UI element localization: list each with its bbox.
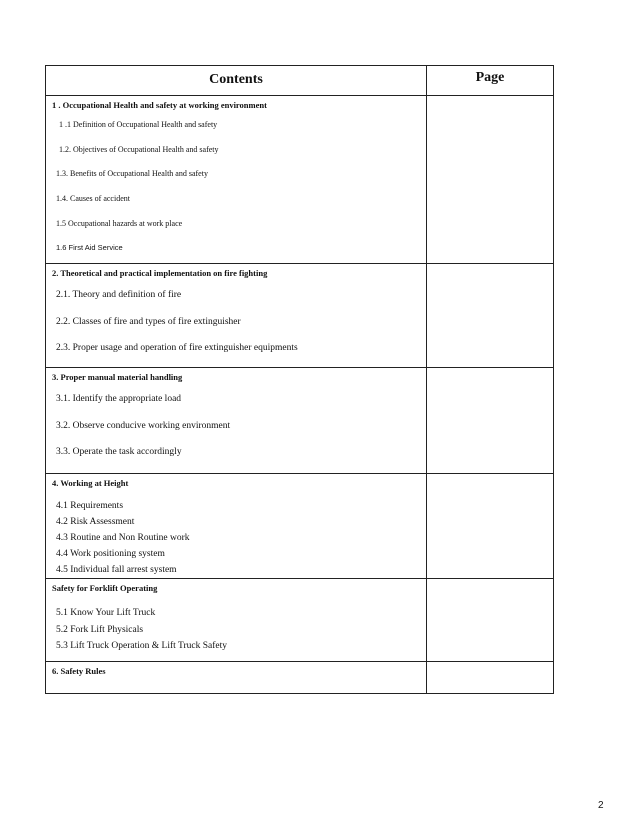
section-title: 2. Theoretical and practical implementation on fire fighting (52, 268, 268, 278)
section-page-cell (427, 264, 554, 368)
section-row-3 (46, 368, 554, 474)
section-contents-cell (46, 264, 427, 368)
page-header-cell (427, 66, 554, 96)
toc-entry: 2.2. Classes of fire and types of fire extinguisher (56, 316, 241, 327)
toc-entry: 1.4. Causes of accident (56, 194, 130, 204)
toc-entry: 1.6 First Aid Service (56, 243, 123, 253)
section-page-cell (427, 368, 554, 474)
section-contents-cell (46, 474, 427, 579)
contents-heading: Contents (209, 72, 263, 87)
section-row-5 (46, 579, 554, 662)
toc-entry: 3.1. Identify the appropriate load (56, 394, 182, 404)
section-row-2 (46, 264, 554, 368)
toc-entry: 4.4 Work positioning system (56, 549, 165, 559)
section-contents-cell (46, 368, 427, 474)
toc-entry: 1.3. Benefits of Occupational Health and safety (56, 169, 208, 179)
section-row-4 (46, 474, 554, 579)
toc-entry: 4.2 Risk Assessment (56, 517, 135, 527)
section-page-cell (427, 96, 554, 264)
section-page-cell (427, 662, 554, 694)
section-contents-cell (46, 96, 427, 264)
section-contents-cell (46, 662, 427, 694)
section-title: 3. Proper manual material handling (52, 372, 183, 382)
section-title: 4. Working at Height (52, 478, 129, 488)
toc-entry: 4.5 Individual fall arrest system (56, 565, 177, 575)
section-title: Safety for Forklift Operating (52, 583, 158, 593)
section-row-1 (46, 96, 554, 264)
toc-entry: 1 .1 Definition of Occupational Health and safety (59, 120, 218, 129)
toc-entry: 5.2 Fork Lift Physicals (56, 624, 144, 635)
section-page-cell (427, 579, 554, 662)
toc-entry: 2.1. Theory and definition of fire (56, 290, 182, 300)
toc-entry: 2.3. Proper usage and operation of fire extinguisher equipments (56, 343, 298, 353)
toc-entry: 4.3 Routine and Non Routine work (56, 533, 190, 543)
toc-entry: 5.3 Lift Truck Operation & Lift Truck Safety (56, 641, 227, 651)
page-heading: Page (475, 70, 505, 85)
toc-entry: 1.2. Objectives of Occupational Health and safety (59, 144, 219, 154)
table-of-contents (45, 65, 554, 694)
toc-entry: 4.1 Requirements (56, 501, 124, 511)
page-number: 2 (598, 800, 604, 811)
section-page-cell (427, 474, 554, 579)
toc-entry: 3.2. Observe conducive working environment (56, 420, 231, 431)
contents-header-cell (46, 66, 427, 96)
table-header-row (46, 66, 554, 96)
section-contents-cell (46, 579, 427, 662)
section-title: 6. Safety Rules (52, 666, 106, 676)
section-row-6 (46, 662, 554, 694)
section-title: 1 . Occupational Health and safety at working environment (52, 100, 267, 110)
toc-entry: 1.5 Occupational hazards at work place (56, 218, 183, 228)
toc-entry: 3.3. Operate the task accordingly (56, 447, 182, 457)
toc-entry: 5.1 Know Your Lift Truck (56, 608, 156, 618)
